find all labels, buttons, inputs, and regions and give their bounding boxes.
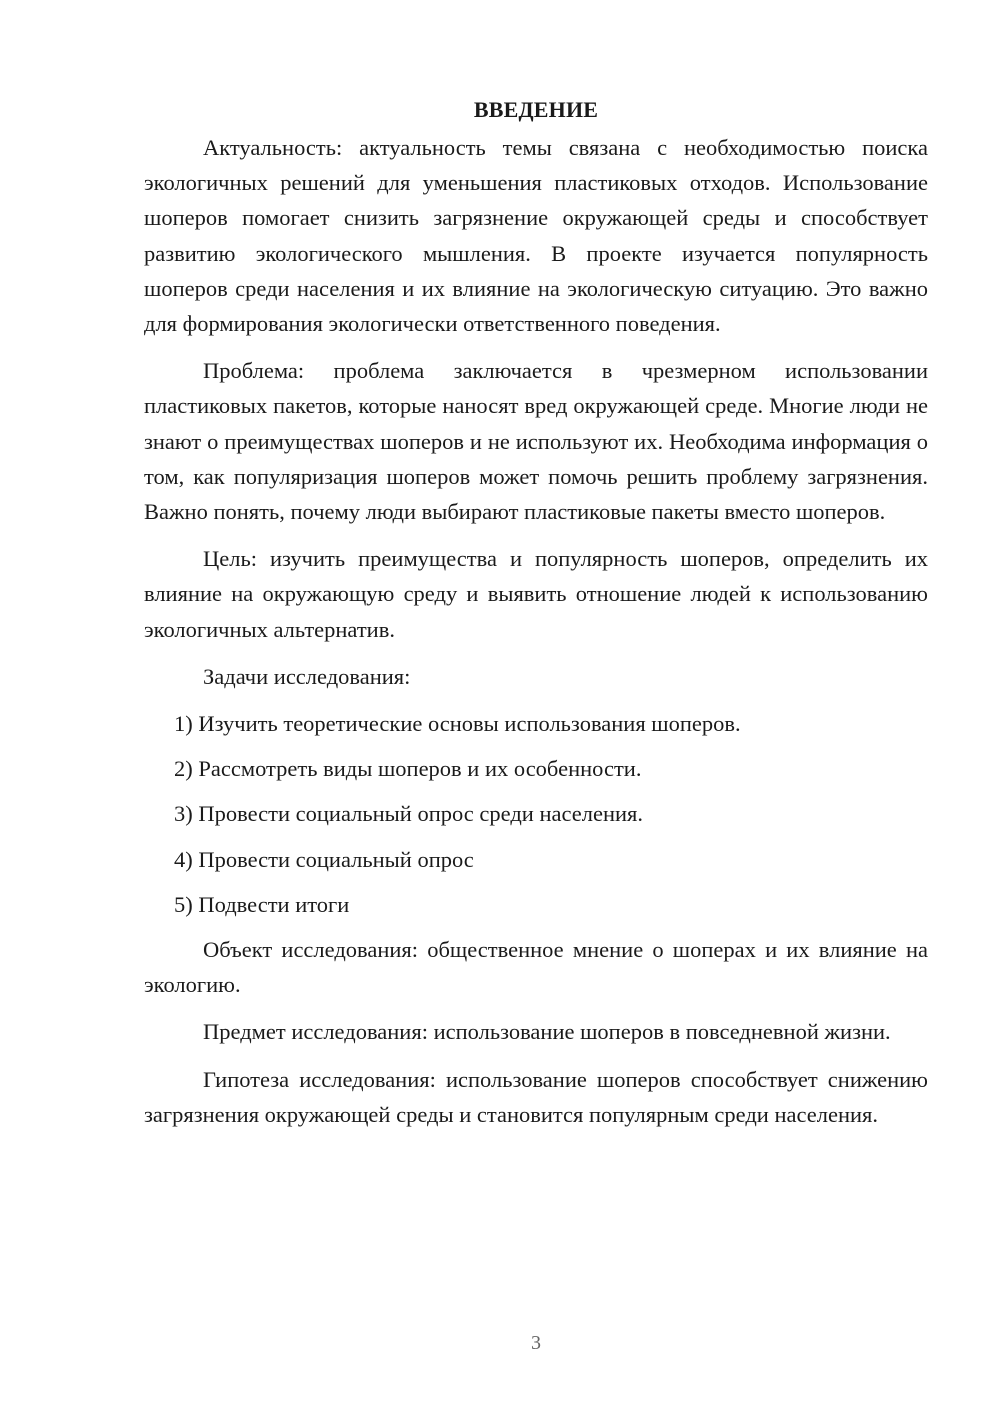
paragraph-hypothesis: Гипотеза исследования: использование шоперов способствует снижению загрязнения окружающей среды и становится популярным среди населения. <box>144 1066 928 1127</box>
list-item: 5) Подвести итоги <box>174 891 350 917</box>
paragraph-relevance: Актуальность: актуальность темы связана с необходимостью поиска экологичных решений для уменьшения пластиковых отходов. Использование шоперов помогает снизить загрязнение окружающей среды и способствует развитию экологического мышления. В проекте изучается популярность шоперов среди населения и их влияние на экологическую ситуацию. Это важно для формирования экологически ответственного поведения. <box>144 135 928 337</box>
list-item: 1) Изучить теоретические основы использования шоперов. <box>174 711 741 737</box>
paragraph-problem: Проблема: проблема заключается в чрезмерном использовании пластиковых пакетов, которые наносят вред окружающей среде. Многие люди не знают о преимуществах шоперов и не используют их. Необходима информация о том, как популяризация шоперов может помочь решить проблему загрязнения. Важно понять, почему люди выбирают пластиковые пакеты вместо шоперов. <box>144 358 928 525</box>
paragraph-subject: Предмет исследования: использование шоперов в повседневной жизни. <box>203 1019 891 1045</box>
tasks-list <box>144 706 928 922</box>
page-number: 3 <box>531 1332 541 1354</box>
paragraph-tasks-heading: Задачи исследования: <box>203 663 411 689</box>
list-item: 4) Провести социальный опрос <box>174 846 474 872</box>
list-item: 2) Рассмотреть виды шоперов и их особенности. <box>174 756 642 782</box>
document-page <box>144 92 928 1144</box>
list-item: 3) Провести социальный опрос среди населения. <box>174 801 644 827</box>
paragraph-goal: Цель: изучить преимущества и популярность шоперов, определить их влияние на окружающую среду и выявить отношение людей к использованию экологичных альтернатив. <box>144 546 928 642</box>
paragraph-object: Объект исследования: общественное мнение о шоперах и их влияние на экологию. <box>144 937 928 998</box>
page-title: ВВЕДЕНИЕ <box>473 97 599 122</box>
